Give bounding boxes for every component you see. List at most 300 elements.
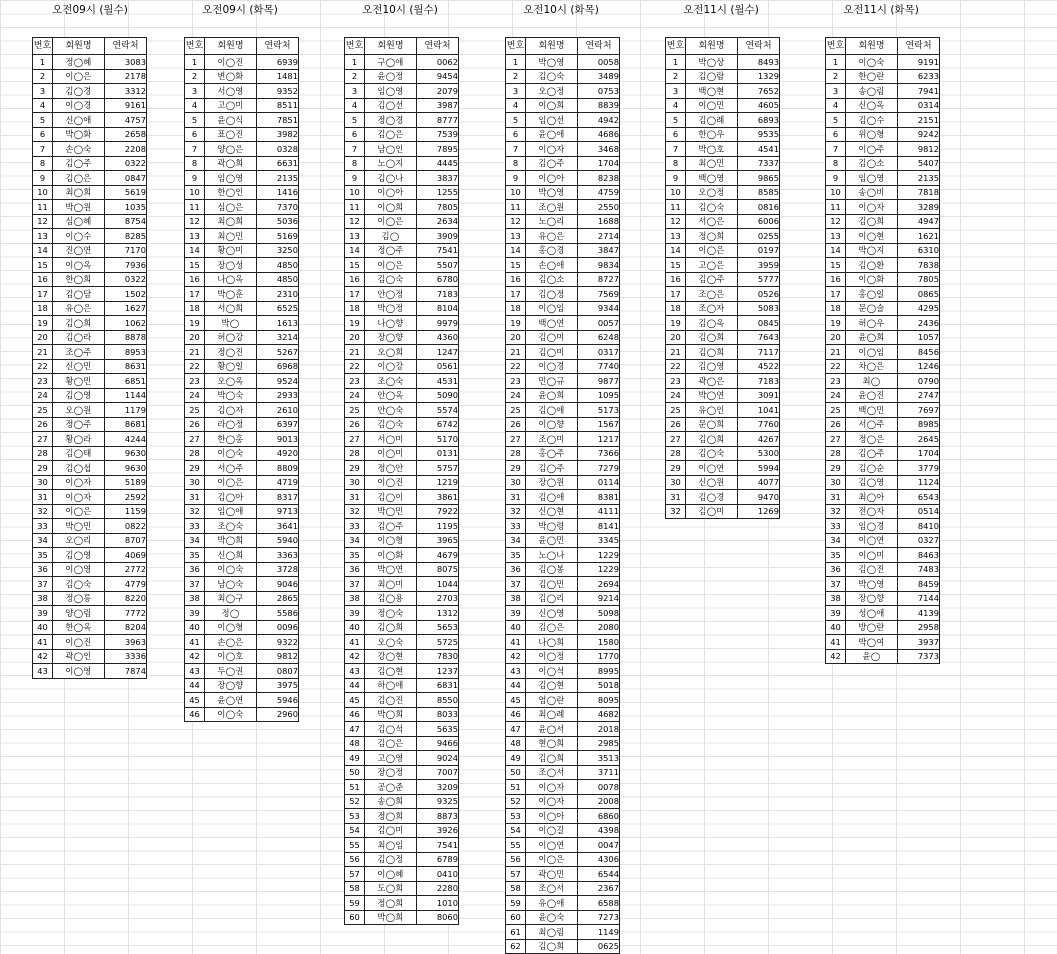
cell-member-name[interactable]: 전◯자: [846, 504, 898, 519]
cell-member-name[interactable]: 김◯진: [365, 693, 417, 708]
cell-no[interactable]: 4: [506, 98, 526, 113]
cell-phone[interactable]: 8456: [898, 345, 940, 360]
cell-member-name[interactable]: 이◯혜: [365, 867, 417, 882]
cell-no[interactable]: 9: [506, 171, 526, 186]
cell-no[interactable]: 58: [345, 881, 365, 896]
cell-phone[interactable]: 3289: [898, 200, 940, 215]
cell-no[interactable]: 38: [33, 591, 53, 606]
cell-member-name[interactable]: 김◯경: [53, 84, 105, 99]
cell-no[interactable]: 18: [666, 301, 686, 316]
cell-member-name[interactable]: 이◯향: [526, 417, 578, 432]
cell-member-name[interactable]: 김◯진: [846, 562, 898, 577]
cell-member-name[interactable]: 최◯임: [365, 838, 417, 853]
cell-member-name[interactable]: 이◯숙: [205, 562, 257, 577]
cell-phone[interactable]: 7643: [738, 330, 780, 345]
cell-no[interactable]: 26: [666, 417, 686, 432]
cell-no[interactable]: 40: [826, 620, 846, 635]
cell-no[interactable]: 41: [506, 635, 526, 650]
cell-phone[interactable]: 2747: [898, 388, 940, 403]
cell-no[interactable]: 21: [185, 345, 205, 360]
cell-member-name[interactable]: 김◯미: [365, 823, 417, 838]
cell-member-name[interactable]: 이◯희: [365, 200, 417, 215]
cell-phone[interactable]: 5725: [417, 635, 459, 650]
col-header-phone[interactable]: 연락처: [257, 38, 299, 55]
cell-phone[interactable]: 7805: [898, 272, 940, 287]
cell-phone[interactable]: 0322: [105, 156, 147, 171]
cell-no[interactable]: 34: [185, 533, 205, 548]
cell-member-name[interactable]: 김◯: [365, 229, 417, 244]
cell-member-name[interactable]: 라◯정: [205, 417, 257, 432]
cell-phone[interactable]: 7805: [417, 200, 459, 215]
cell-phone[interactable]: 5173: [578, 403, 620, 418]
cell-no[interactable]: 1: [506, 55, 526, 70]
cell-member-name[interactable]: 조◯서: [526, 765, 578, 780]
cell-member-name[interactable]: 박◯상: [686, 55, 738, 70]
cell-phone[interactable]: 9013: [257, 432, 299, 447]
cell-member-name[interactable]: 박◯화: [53, 127, 105, 142]
cell-member-name[interactable]: 이◯숙: [205, 707, 257, 722]
cell-member-name[interactable]: 박◯여: [846, 635, 898, 650]
cell-no[interactable]: 25: [826, 403, 846, 418]
cell-phone[interactable]: 0514: [898, 504, 940, 519]
col-header-name[interactable]: 회원명: [53, 38, 105, 55]
cell-phone[interactable]: 9322: [257, 635, 299, 650]
cell-no[interactable]: 18: [33, 301, 53, 316]
cell-member-name[interactable]: 이◯은: [53, 504, 105, 519]
cell-phone[interactable]: 1095: [578, 388, 620, 403]
cell-member-name[interactable]: 김◯희: [686, 330, 738, 345]
cell-member-name[interactable]: 윤◯식: [205, 113, 257, 128]
cell-phone[interactable]: 0753: [578, 84, 620, 99]
cell-no[interactable]: 13: [666, 229, 686, 244]
cell-phone[interactable]: 3489: [578, 69, 620, 84]
cell-member-name[interactable]: 김◯석: [365, 722, 417, 737]
cell-phone[interactable]: 6851: [105, 374, 147, 389]
cell-member-name[interactable]: 윤◯숙: [526, 910, 578, 925]
cell-no[interactable]: 23: [33, 374, 53, 389]
cell-no[interactable]: 30: [185, 475, 205, 490]
cell-phone[interactable]: 2645: [898, 432, 940, 447]
cell-member-name[interactable]: 이◯수: [53, 229, 105, 244]
cell-member-name[interactable]: 김◯숙: [686, 446, 738, 461]
cell-phone[interactable]: 9812: [898, 142, 940, 157]
cell-no[interactable]: 38: [506, 591, 526, 606]
cell-no[interactable]: 19: [33, 316, 53, 331]
cell-member-name[interactable]: 박◯영: [526, 55, 578, 70]
cell-member-name[interactable]: 최◯희: [205, 214, 257, 229]
cell-phone[interactable]: 5757: [417, 461, 459, 476]
cell-member-name[interactable]: 이◯강: [365, 359, 417, 374]
cell-phone[interactable]: 0822: [105, 519, 147, 534]
cell-phone[interactable]: 2772: [105, 562, 147, 577]
cell-no[interactable]: 11: [666, 200, 686, 215]
cell-phone[interactable]: 0047: [578, 838, 620, 853]
cell-phone[interactable]: 5635: [417, 722, 459, 737]
cell-phone[interactable]: 6631: [257, 156, 299, 171]
cell-member-name[interactable]: 한◯희: [53, 272, 105, 287]
cell-no[interactable]: 12: [345, 214, 365, 229]
cell-no[interactable]: 48: [506, 736, 526, 751]
cell-no[interactable]: 25: [33, 403, 53, 418]
cell-member-name[interactable]: 김◯환: [846, 258, 898, 273]
cell-no[interactable]: 19: [185, 316, 205, 331]
cell-member-name[interactable]: 이◯영: [53, 664, 105, 679]
cell-no[interactable]: 30: [666, 475, 686, 490]
cell-phone[interactable]: 8095: [578, 693, 620, 708]
cell-member-name[interactable]: 김◯애: [526, 490, 578, 505]
cell-no[interactable]: 29: [33, 461, 53, 476]
cell-phone[interactable]: 3250: [257, 243, 299, 258]
cell-member-name[interactable]: 김◯주: [846, 446, 898, 461]
cell-no[interactable]: 37: [185, 577, 205, 592]
cell-phone[interactable]: 8381: [578, 490, 620, 505]
cell-member-name[interactable]: 김◯은: [365, 127, 417, 142]
cell-member-name[interactable]: 오◯정: [526, 84, 578, 99]
cell-phone[interactable]: 7366: [578, 446, 620, 461]
cell-phone[interactable]: 2610: [257, 403, 299, 418]
cell-no[interactable]: 53: [345, 809, 365, 824]
cell-no[interactable]: 40: [185, 620, 205, 635]
cell-no[interactable]: 7: [185, 142, 205, 157]
cell-member-name[interactable]: 이◯자: [526, 794, 578, 809]
cell-member-name[interactable]: 임◯경: [846, 519, 898, 534]
cell-phone[interactable]: 2714: [578, 229, 620, 244]
cell-no[interactable]: 31: [185, 490, 205, 505]
cell-member-name[interactable]: 김◯애: [526, 403, 578, 418]
cell-phone[interactable]: 5090: [417, 388, 459, 403]
cell-member-name[interactable]: 최◯민: [205, 229, 257, 244]
cell-member-name[interactable]: 변◯화: [205, 69, 257, 84]
cell-member-name[interactable]: 심◯혜: [53, 214, 105, 229]
cell-no[interactable]: 16: [185, 272, 205, 287]
cell-no[interactable]: 42: [826, 649, 846, 664]
cell-phone[interactable]: 8033: [417, 707, 459, 722]
cell-no[interactable]: 39: [506, 606, 526, 621]
cell-phone[interactable]: 2592: [105, 490, 147, 505]
cell-member-name[interactable]: 안◯옥: [365, 388, 417, 403]
cell-phone[interactable]: 9344: [578, 301, 620, 316]
cell-no[interactable]: 32: [666, 504, 686, 519]
cell-member-name[interactable]: 유◯은: [526, 229, 578, 244]
cell-phone[interactable]: 3959: [738, 258, 780, 273]
cell-no[interactable]: 60: [345, 910, 365, 925]
cell-no[interactable]: 29: [185, 461, 205, 476]
cell-member-name[interactable]: 김◯희: [686, 432, 738, 447]
cell-member-name[interactable]: 김◯현: [365, 664, 417, 679]
cell-phone[interactable]: 7183: [417, 287, 459, 302]
col-header-phone[interactable]: 연락처: [578, 38, 620, 55]
cell-phone[interactable]: 2080: [578, 620, 620, 635]
cell-member-name[interactable]: 손◯숙: [53, 142, 105, 157]
cell-no[interactable]: 13: [826, 229, 846, 244]
cell-member-name[interactable]: 최◯구: [205, 591, 257, 606]
cell-no[interactable]: 33: [506, 519, 526, 534]
cell-no[interactable]: 26: [33, 417, 53, 432]
cell-no[interactable]: 22: [666, 359, 686, 374]
cell-phone[interactable]: 7541: [417, 243, 459, 258]
cell-phone[interactable]: 5586: [257, 606, 299, 621]
cell-phone[interactable]: 2135: [898, 171, 940, 186]
cell-no[interactable]: 38: [345, 591, 365, 606]
cell-no[interactable]: 22: [506, 359, 526, 374]
cell-phone[interactable]: 7895: [417, 142, 459, 157]
cell-phone[interactable]: 7373: [898, 649, 940, 664]
cell-member-name[interactable]: 김◯소: [526, 272, 578, 287]
cell-phone[interactable]: 6310: [898, 243, 940, 258]
cell-member-name[interactable]: 이◯희: [526, 98, 578, 113]
cell-phone[interactable]: 3982: [257, 127, 299, 142]
cell-no[interactable]: 45: [185, 693, 205, 708]
cell-member-name[interactable]: 이◯숙: [846, 55, 898, 70]
cell-no[interactable]: 55: [345, 838, 365, 853]
cell-member-name[interactable]: 이◯영: [53, 562, 105, 577]
cell-no[interactable]: 30: [506, 475, 526, 490]
cell-phone[interactable]: 4445: [417, 156, 459, 171]
cell-member-name[interactable]: 김◯례: [686, 113, 738, 128]
cell-phone[interactable]: 1057: [898, 330, 940, 345]
cell-no[interactable]: 26: [506, 417, 526, 432]
cell-phone[interactable]: 9865: [738, 171, 780, 186]
cell-no[interactable]: 26: [185, 417, 205, 432]
cell-member-name[interactable]: 윤◯연: [205, 693, 257, 708]
cell-member-name[interactable]: 나◯옥: [205, 272, 257, 287]
cell-member-name[interactable]: 성◯애: [846, 606, 898, 621]
cell-phone[interactable]: 4244: [105, 432, 147, 447]
cell-phone[interactable]: 5507: [417, 258, 459, 273]
cell-member-name[interactable]: 문◯슬: [846, 301, 898, 316]
cell-phone[interactable]: 3937: [898, 635, 940, 650]
cell-member-name[interactable]: 김◯희: [526, 939, 578, 954]
col-header-name[interactable]: 회원명: [846, 38, 898, 55]
cell-member-name[interactable]: 임◯영: [365, 84, 417, 99]
cell-phone[interactable]: 9713: [257, 504, 299, 519]
cell-member-name[interactable]: 김◯경: [686, 490, 738, 505]
cell-member-name[interactable]: 최◯미: [365, 577, 417, 592]
cell-member-name[interactable]: 박◯영: [526, 185, 578, 200]
cell-no[interactable]: 5: [345, 113, 365, 128]
cell-member-name[interactable]: 이◯자: [53, 490, 105, 505]
cell-member-name[interactable]: 정◯희: [686, 229, 738, 244]
cell-no[interactable]: 54: [345, 823, 365, 838]
cell-member-name[interactable]: 김◯은: [526, 620, 578, 635]
cell-member-name[interactable]: 이◯임: [526, 301, 578, 316]
cell-phone[interactable]: 1704: [898, 446, 940, 461]
cell-no[interactable]: 6: [666, 127, 686, 142]
cell-no[interactable]: 27: [506, 432, 526, 447]
cell-phone[interactable]: 5189: [105, 475, 147, 490]
cell-phone[interactable]: 2550: [578, 200, 620, 215]
cell-member-name[interactable]: 오◯원: [53, 403, 105, 418]
cell-no[interactable]: 24: [506, 388, 526, 403]
cell-member-name[interactable]: 강◯현: [365, 649, 417, 664]
cell-no[interactable]: 27: [33, 432, 53, 447]
cell-phone[interactable]: 0410: [417, 867, 459, 882]
cell-no[interactable]: 32: [185, 504, 205, 519]
cell-no[interactable]: 28: [506, 446, 526, 461]
cell-phone[interactable]: 4077: [738, 475, 780, 490]
cell-member-name[interactable]: 조◯서: [526, 881, 578, 896]
cell-phone[interactable]: 6780: [417, 272, 459, 287]
cell-no[interactable]: 25: [185, 403, 205, 418]
cell-member-name[interactable]: 오◯희: [365, 345, 417, 360]
cell-phone[interactable]: 7117: [738, 345, 780, 360]
cell-member-name[interactable]: 김◯주: [526, 461, 578, 476]
cell-member-name[interactable]: 위◯형: [846, 127, 898, 142]
cell-member-name[interactable]: 노◯지: [365, 156, 417, 171]
cell-member-name[interactable]: 이◯은: [365, 258, 417, 273]
cell-phone[interactable]: 3345: [578, 533, 620, 548]
cell-no[interactable]: 14: [33, 243, 53, 258]
cell-member-name[interactable]: 김◯태: [53, 446, 105, 461]
cell-no[interactable]: 28: [185, 446, 205, 461]
cell-no[interactable]: 35: [33, 548, 53, 563]
cell-phone[interactable]: 8585: [738, 185, 780, 200]
cell-phone[interactable]: 7818: [898, 185, 940, 200]
cell-phone[interactable]: 2208: [105, 142, 147, 157]
cell-phone[interactable]: 1237: [417, 664, 459, 679]
cell-member-name[interactable]: 김◯수: [846, 113, 898, 128]
cell-no[interactable]: 35: [185, 548, 205, 563]
cell-phone[interactable]: 4531: [417, 374, 459, 389]
cell-no[interactable]: 37: [826, 577, 846, 592]
cell-no[interactable]: 42: [185, 649, 205, 664]
cell-member-name[interactable]: 김◯람: [686, 69, 738, 84]
cell-member-name[interactable]: 최◯: [846, 374, 898, 389]
cell-no[interactable]: 7: [506, 142, 526, 157]
cell-phone[interactable]: 5300: [738, 446, 780, 461]
cell-member-name[interactable]: 송◯희: [365, 794, 417, 809]
cell-no[interactable]: 29: [666, 461, 686, 476]
cell-member-name[interactable]: 김◯담: [53, 287, 105, 302]
cell-no[interactable]: 44: [185, 678, 205, 693]
cell-member-name[interactable]: 서◯주: [846, 417, 898, 432]
cell-phone[interactable]: 1688: [578, 214, 620, 229]
cell-no[interactable]: 15: [506, 258, 526, 273]
cell-phone[interactable]: 6544: [578, 867, 620, 882]
cell-member-name[interactable]: 김◯옥: [686, 316, 738, 331]
cell-member-name[interactable]: 이◯석: [526, 664, 578, 679]
cell-phone[interactable]: 2079: [417, 84, 459, 99]
col-header-phone[interactable]: 연락처: [105, 38, 147, 55]
cell-member-name[interactable]: 황◯민: [53, 374, 105, 389]
cell-member-name[interactable]: 이◯호: [205, 649, 257, 664]
cell-phone[interactable]: 1329: [738, 69, 780, 84]
cell-member-name[interactable]: 한◯우: [686, 127, 738, 142]
cell-phone[interactable]: 7183: [738, 374, 780, 389]
cell-member-name[interactable]: 이◯정: [526, 649, 578, 664]
cell-member-name[interactable]: 이◯진: [205, 55, 257, 70]
cell-member-name[interactable]: 최◯민: [686, 156, 738, 171]
cell-member-name[interactable]: 현◯희: [526, 736, 578, 751]
cell-member-name[interactable]: 공◯준: [365, 780, 417, 795]
cell-member-name[interactable]: 표◯진: [205, 127, 257, 142]
cell-phone[interactable]: 9352: [257, 84, 299, 99]
cell-no[interactable]: 43: [345, 664, 365, 679]
cell-member-name[interactable]: 서◯영: [205, 84, 257, 99]
cell-phone[interactable]: 0816: [738, 200, 780, 215]
cell-phone[interactable]: 0197: [738, 243, 780, 258]
cell-phone[interactable]: 7941: [898, 84, 940, 99]
cell-no[interactable]: 45: [345, 693, 365, 708]
cell-phone[interactable]: 9979: [417, 316, 459, 331]
cell-no[interactable]: 19: [826, 316, 846, 331]
cell-no[interactable]: 50: [345, 765, 365, 780]
cell-no[interactable]: 45: [506, 693, 526, 708]
cell-phone[interactable]: 5777: [738, 272, 780, 287]
cell-phone[interactable]: 8238: [578, 171, 620, 186]
cell-no[interactable]: 16: [345, 272, 365, 287]
cell-member-name[interactable]: 박◯숙: [205, 388, 257, 403]
cell-member-name[interactable]: 한◯홍: [205, 432, 257, 447]
cell-phone[interactable]: 5994: [738, 461, 780, 476]
cell-phone[interactable]: 4757: [105, 113, 147, 128]
cell-phone[interactable]: 1217: [578, 432, 620, 447]
cell-phone[interactable]: 0078: [578, 780, 620, 795]
cell-member-name[interactable]: 이◯은: [686, 243, 738, 258]
cell-no[interactable]: 13: [185, 229, 205, 244]
cell-member-name[interactable]: 김◯아: [205, 490, 257, 505]
cell-no[interactable]: 53: [506, 809, 526, 824]
cell-member-name[interactable]: 이◯민: [686, 98, 738, 113]
cell-phone[interactable]: 5940: [257, 533, 299, 548]
cell-member-name[interactable]: 이◯진: [365, 475, 417, 490]
cell-no[interactable]: 13: [506, 229, 526, 244]
cell-no[interactable]: 30: [33, 475, 53, 490]
cell-no[interactable]: 57: [506, 867, 526, 882]
cell-no[interactable]: 4: [33, 98, 53, 113]
cell-member-name[interactable]: 박◯희: [365, 910, 417, 925]
cell-phone[interactable]: 6248: [578, 330, 620, 345]
cell-no[interactable]: 36: [506, 562, 526, 577]
cell-no[interactable]: 1: [185, 55, 205, 70]
cell-no[interactable]: 10: [185, 185, 205, 200]
cell-member-name[interactable]: 황◯라: [53, 432, 105, 447]
cell-no[interactable]: 48: [345, 736, 365, 751]
cell-member-name[interactable]: 이◯은: [365, 214, 417, 229]
cell-phone[interactable]: 3363: [257, 548, 299, 563]
cell-no[interactable]: 15: [185, 258, 205, 273]
cell-no[interactable]: 41: [185, 635, 205, 650]
col-header-no[interactable]: 번호: [506, 38, 526, 55]
cell-member-name[interactable]: 백◯연: [526, 316, 578, 331]
cell-phone[interactable]: 8285: [105, 229, 147, 244]
cell-no[interactable]: 12: [506, 214, 526, 229]
cell-phone[interactable]: 9024: [417, 751, 459, 766]
cell-no[interactable]: 30: [345, 475, 365, 490]
cell-no[interactable]: 4: [185, 98, 205, 113]
cell-phone[interactable]: 9242: [898, 127, 940, 142]
cell-no[interactable]: 25: [345, 403, 365, 418]
cell-no[interactable]: 21: [666, 345, 686, 360]
cell-phone[interactable]: 1567: [578, 417, 620, 432]
cell-member-name[interactable]: 유◯은: [53, 301, 105, 316]
cell-phone[interactable]: 3091: [738, 388, 780, 403]
cell-phone[interactable]: 2703: [417, 591, 459, 606]
cell-phone[interactable]: 4850: [257, 272, 299, 287]
cell-member-name[interactable]: 박◯민: [365, 504, 417, 519]
cell-no[interactable]: 19: [506, 316, 526, 331]
cell-no[interactable]: 8: [666, 156, 686, 171]
cell-member-name[interactable]: 김◯주: [686, 272, 738, 287]
cell-member-name[interactable]: 장◯정: [365, 765, 417, 780]
cell-phone[interactable]: 2436: [898, 316, 940, 331]
cell-no[interactable]: 10: [826, 185, 846, 200]
cell-member-name[interactable]: 구◯애: [365, 55, 417, 70]
cell-no[interactable]: 9: [345, 171, 365, 186]
cell-no[interactable]: 44: [506, 678, 526, 693]
cell-phone[interactable]: 5098: [578, 606, 620, 621]
cell-phone[interactable]: 0057: [578, 316, 620, 331]
